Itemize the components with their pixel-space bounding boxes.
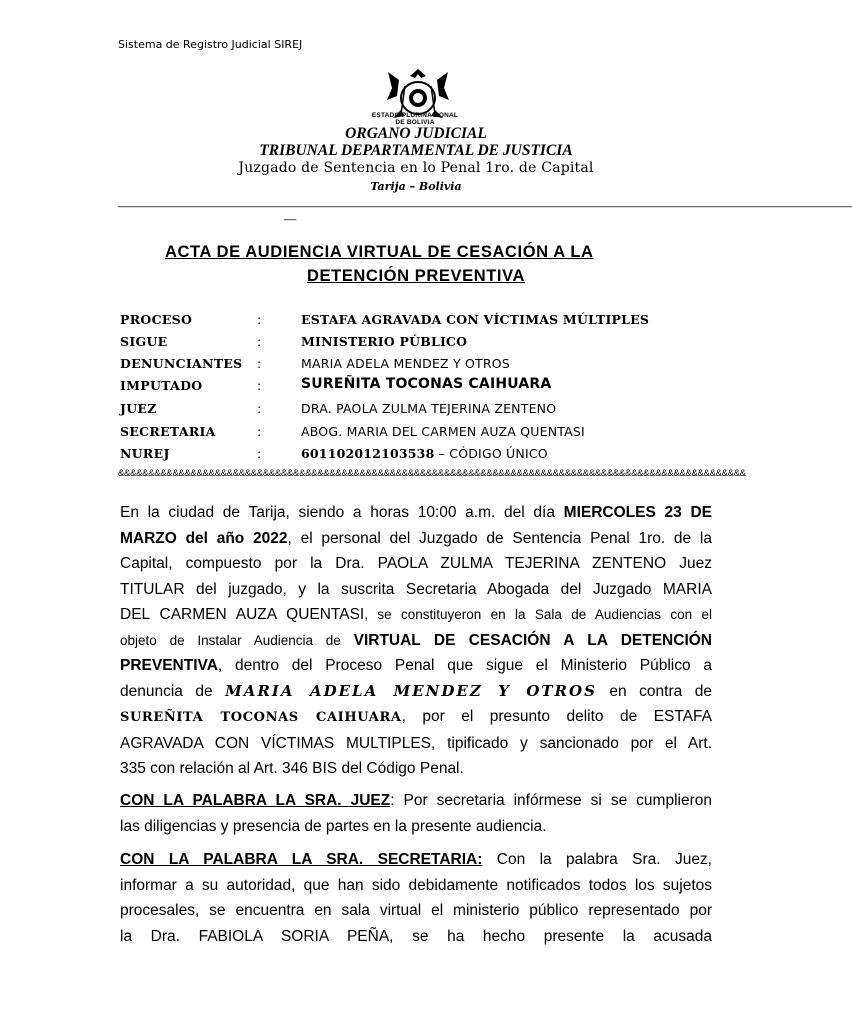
field-value-nurej [301, 446, 548, 461]
field-value-proceso: ESTAFA AGRAVADA CON VÍCTIMAS MÚLTIPLES [301, 312, 650, 327]
p1-line: Capital, compuesto por la Dra. PAOLA ZULMA TEJERINA ZENTENO Juez [120, 555, 712, 572]
p1-line: AGRAVADA CON VÍCTIMAS MULTIPLES, tipificado y sancionado por el Art. [120, 734, 712, 752]
field-colon: : [257, 401, 262, 416]
p1-line: PREVENTIVA, dentro del Proceso Penal que sigue el Ministerio Público a [120, 657, 712, 674]
p3-line: CON LA PALABRA LA SRA. SECRETARIA: Con la palabra Sra. Juez, [120, 851, 712, 868]
seal-caption [340, 112, 490, 126]
field-value-secretaria: ABOG. MARIA DEL CARMEN AUZA QUENTASI [301, 424, 585, 439]
field-label-juez: JUEZ [120, 401, 157, 416]
p2-line: CON LA PALABRA LA SRA. JUEZ: Por secretaria infórmese si se cumplieron [120, 792, 712, 809]
p3-line: procesales, se encuentra en sala virtual el ministerio público representado por [120, 902, 712, 919]
judge-lead: CON LA PALABRA LA SRA. JUEZ [120, 792, 391, 809]
court-location: Tarija – Bolivia [370, 180, 462, 193]
nurej-suffix: – CÓDIGO ÚNICO [434, 446, 548, 461]
field-colon: : [257, 334, 262, 349]
court-name: Juzgado de Sentencia en lo Penal 1ro. de Capital [238, 160, 594, 176]
p1-line: 335 con relación al Art. 346 BIS del Código Penal. [120, 760, 464, 777]
title-text-2: DETENCIÓN PREVENTIVA [307, 267, 525, 285]
paragraph-judge [120, 788, 712, 839]
p3-line: informar a su autoridad, que han sido debidamente notificados todos los sujetos [120, 876, 712, 894]
p1-line: En la ciudad de Tarija, siendo a horas 10:00 a.m. del día MIERCOLES 23 DE [120, 504, 712, 521]
title-text-1: ACTA DE AUDIENCIA VIRTUAL DE CESACIÓN A LA [165, 243, 594, 261]
p1-line: TITULAR del juzgado, y la suscrita Secretaria Abogada del Juzgado MARIA [120, 580, 712, 598]
paragraph-opening [120, 500, 712, 782]
document-title-line-1 [120, 243, 712, 262]
separator-line: &&&&&&&&&&&&&&&&&&&&&&&&&&&&&&&&&&&&&&&&&&&&&&&&&&&&&&&&&&&&&&&&&&&&&&&&&&&&&&&&&&&&&&&&&&&&&&&&&&&&&&&& [118, 468, 746, 479]
field-label-proceso: PROCESO [120, 312, 193, 327]
field-label-sigue: SIGUE [120, 334, 168, 349]
field-colon: : [257, 424, 262, 439]
org-judicial-title: ORGANO JUDICIAL [345, 125, 487, 142]
p3-line: la Dra. FABIOLA SORIA PEÑA, se ha hecho presente la acusada [120, 927, 712, 945]
field-label-secretaria: SECRETARIA [120, 424, 216, 439]
seal-text-line-2: DE BOLIVIA [395, 119, 435, 126]
p1-line: DEL CARMEN AUZA QUENTASI, se constituyeron en la Sala de Audiencias con el [120, 606, 712, 623]
secretary-lead: CON LA PALABRA LA SRA. SECRETARIA: [120, 851, 483, 868]
p1-line: objeto de Instalar Audiencia de VIRTUAL DE CESACIÓN A LA DETENCIÓN [120, 631, 712, 649]
p1-line: denuncia de MARIA ADELA MENDEZ Y OTROS en contra de [120, 681, 712, 700]
field-colon: : [257, 446, 262, 461]
field-label-nurej: NUREJ [120, 446, 170, 461]
field-value-juez: DRA. PAOLA ZULMA TEJERINA ZENTENO [301, 401, 557, 416]
field-label-imputado: IMPUTADO [120, 378, 203, 393]
document-title-line-2 [120, 267, 712, 286]
header-divider: ________________________________________________________________________________________________________________________ [118, 196, 852, 208]
p1-line: MARZO del año 2022, el personal del Juzgado de Sentencia Penal 1ro. de la [120, 529, 712, 547]
field-label-denunciantes: DENUNCIANTES [120, 356, 243, 371]
field-colon: : [257, 356, 262, 371]
p1-line: SUREÑITA TOCONAS CAIHUARA, por el presunto delito de ESTAFA [120, 708, 712, 725]
header-divider-tail: __ [284, 209, 297, 221]
field-colon: : [257, 378, 262, 393]
tribunal-title: TRIBUNAL DEPARTAMENTAL DE JUSTICIA [259, 142, 573, 159]
field-value-sigue: MINISTERIO PÚBLICO [301, 334, 468, 349]
system-label: Sistema de Registro Judicial SIREJ [118, 38, 303, 51]
seal-text-line-1: ESTADO PLURINACIONAL [371, 112, 459, 119]
field-colon: : [257, 312, 262, 327]
p2-line: las diligencias y presencia de partes en la presente audiencia. [120, 817, 547, 835]
field-value-imputado: SUREÑITA TOCONAS CAIHUARA [301, 376, 552, 392]
nurej-number: 601102012103538 [301, 446, 435, 461]
paragraph-secretary [120, 847, 712, 949]
field-value-denunciantes: MARIA ADELA MENDEZ Y OTROS [301, 356, 510, 371]
